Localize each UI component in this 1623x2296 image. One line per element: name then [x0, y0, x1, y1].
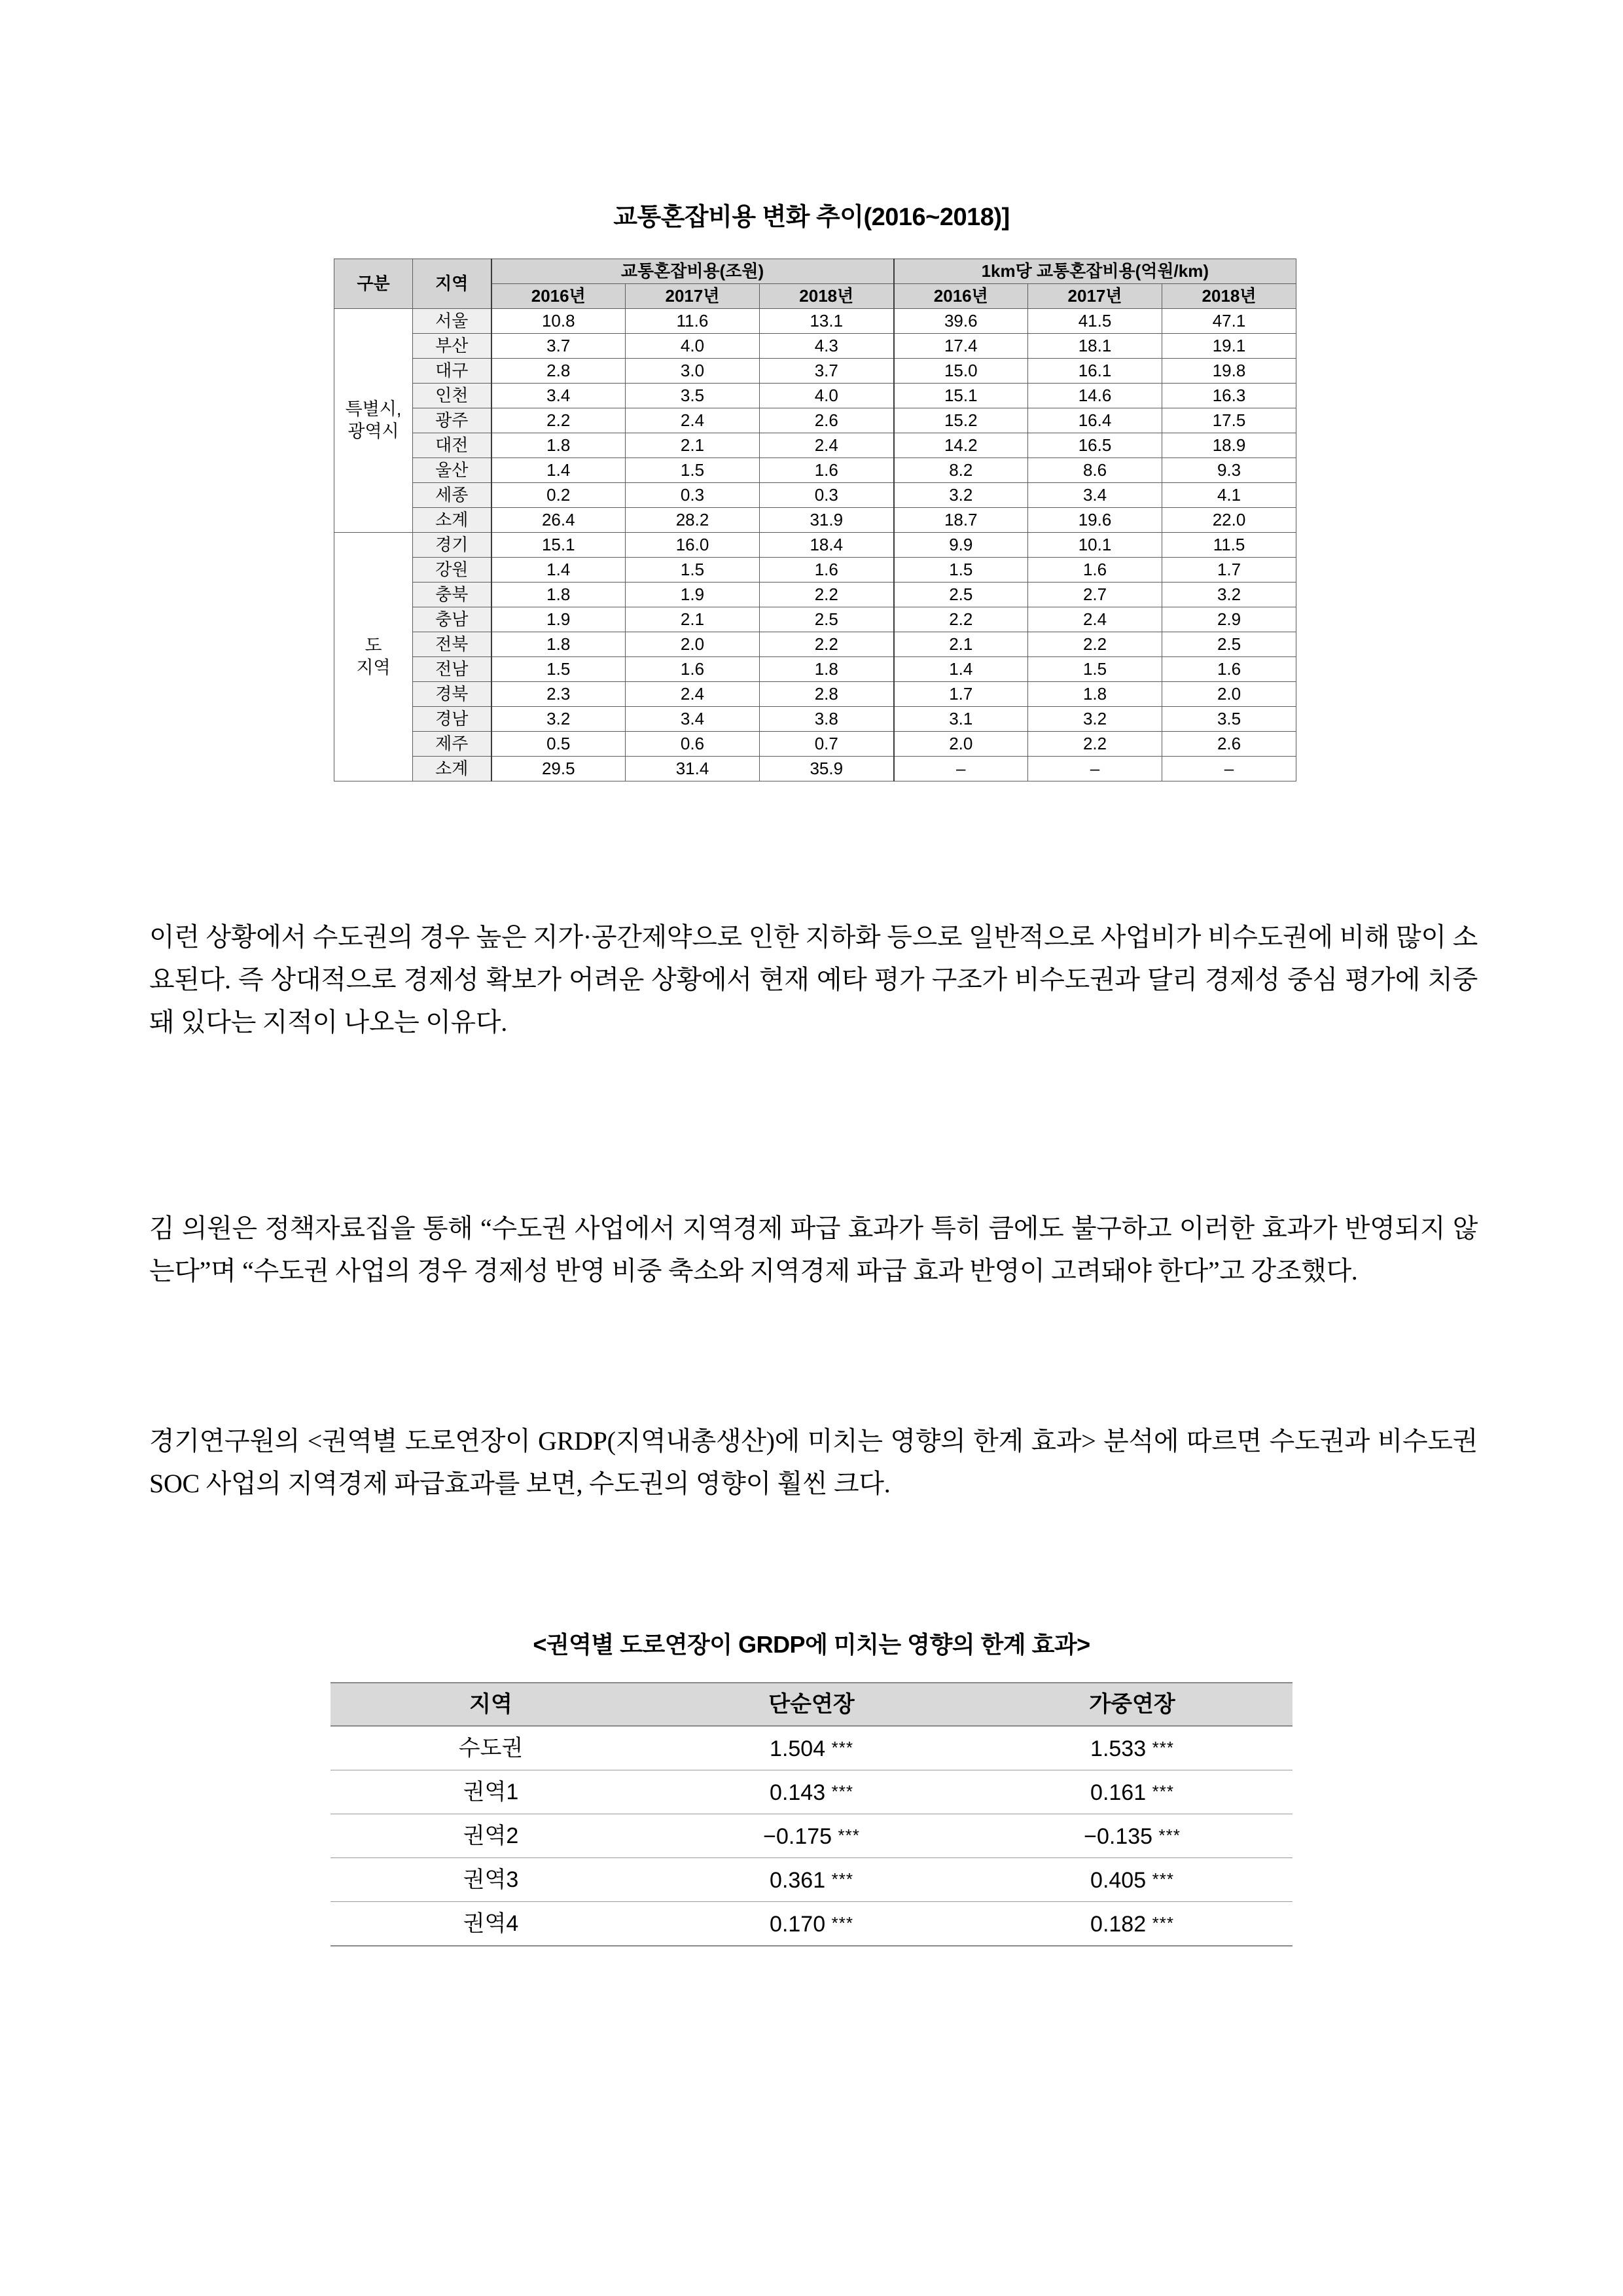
- cell: 8.6: [1028, 458, 1162, 483]
- cell: 1.8: [1028, 682, 1162, 707]
- table-row: [334, 533, 1296, 558]
- significance-marker: ***: [831, 1913, 853, 1933]
- table2-region-area2: 권역2: [330, 1814, 651, 1858]
- cell: 2.6: [760, 408, 894, 433]
- table2-header-weighted: 가중연장: [972, 1683, 1293, 1726]
- cell: 4.0: [760, 384, 894, 408]
- cell: 14.6: [1028, 384, 1162, 408]
- cell: 8.2: [894, 458, 1028, 483]
- cell: 3.7: [491, 334, 626, 359]
- cell: 2.0: [1162, 682, 1296, 707]
- value: 0.405: [1090, 1868, 1147, 1893]
- cell: 2.4: [626, 408, 760, 433]
- cell: 35.9: [760, 757, 894, 781]
- table-row: [334, 359, 1296, 384]
- cell: 11.5: [1162, 533, 1296, 558]
- table-row: [330, 1770, 1293, 1814]
- table1-region-incheon: 인천: [413, 384, 491, 408]
- cell: 1.6: [1162, 657, 1296, 682]
- cell: –: [1162, 757, 1296, 781]
- table-row: [334, 583, 1296, 607]
- cell: [972, 1902, 1293, 1946]
- table1-subtotal-province: [334, 757, 1296, 781]
- cell: [651, 1726, 972, 1770]
- value: 0.182: [1090, 1912, 1147, 1937]
- cell: 1.7: [1162, 558, 1296, 583]
- table-row: [330, 1902, 1293, 1946]
- cell: 2.2: [491, 408, 626, 433]
- significance-marker: ***: [1152, 1738, 1174, 1757]
- cell: 11.6: [626, 309, 760, 334]
- cell: 2.2: [760, 632, 894, 657]
- table1-region-jeju: 제주: [413, 732, 491, 757]
- cell: [972, 1726, 1293, 1770]
- cell: 2.4: [760, 433, 894, 458]
- significance-marker: ***: [1152, 1782, 1174, 1801]
- cell: 3.8: [760, 707, 894, 732]
- cell: 0.3: [626, 483, 760, 508]
- table1-header-group-cost: 교통혼잡비용(조원): [491, 259, 894, 284]
- table-row: [334, 607, 1296, 632]
- cell: 1.8: [491, 632, 626, 657]
- significance-marker: ***: [838, 1825, 860, 1845]
- cell: 18.7: [894, 508, 1028, 533]
- cell: 2.2: [1028, 632, 1162, 657]
- value: 0.170: [770, 1912, 826, 1937]
- table-row: [334, 309, 1296, 334]
- table2-region-sudogwon: 수도권: [330, 1726, 651, 1770]
- value: 0.143: [770, 1780, 826, 1805]
- cell: 1.5: [626, 458, 760, 483]
- cell: 3.4: [626, 707, 760, 732]
- cell: 2.1: [626, 607, 760, 632]
- table1-header-region: 지역: [413, 259, 491, 309]
- cell: 1.5: [1028, 657, 1162, 682]
- cell: 9.9: [894, 533, 1028, 558]
- table-row: [334, 433, 1296, 458]
- cell: 17.4: [894, 334, 1028, 359]
- value: 1.533: [1090, 1736, 1147, 1761]
- table1-region-chungbuk: 충북: [413, 583, 491, 607]
- cell: 2.8: [491, 359, 626, 384]
- cell: 3.5: [1162, 707, 1296, 732]
- cell: 2.4: [626, 682, 760, 707]
- table1-region-sejong: 세종: [413, 483, 491, 508]
- grdp-marginal-effect-table: [330, 1682, 1293, 1946]
- body-paragraph-2: 김 의원은 정책자료집을 통해 “수도권 사업에서 지역경제 파급 효과가 특히 큼에도 불구하고 이러한 효과가 반영되지 않는다”며 “수도권 사업의 경우 경제성 반영 비중 축소와 지역경제 파급 효과 반영이 고려돼야 한다”고 강조했다.: [149, 1213, 1478, 1285]
- value: −0.175: [763, 1824, 832, 1849]
- value: 0.361: [770, 1868, 826, 1893]
- cell: 26.4: [491, 508, 626, 533]
- cell: 0.3: [760, 483, 894, 508]
- table1-header-row-1: [334, 259, 1296, 284]
- table2-header-region: 지역: [330, 1683, 651, 1726]
- table-row: [334, 657, 1296, 682]
- significance-marker: ***: [1152, 1913, 1174, 1933]
- cell: 2.8: [760, 682, 894, 707]
- cell: [972, 1814, 1293, 1858]
- cell: 15.1: [491, 533, 626, 558]
- cell: 1.6: [626, 657, 760, 682]
- cell: 3.0: [626, 359, 760, 384]
- table1-region-chungnam: 충남: [413, 607, 491, 632]
- cell: 3.1: [894, 707, 1028, 732]
- cell: 18.4: [760, 533, 894, 558]
- cell: [651, 1814, 972, 1858]
- table1-header-year-2016-b: 2016년: [894, 284, 1028, 309]
- cell: 2.2: [760, 583, 894, 607]
- cell: 2.5: [1162, 632, 1296, 657]
- traffic-congestion-cost-table: [334, 259, 1296, 781]
- cell: 22.0: [1162, 508, 1296, 533]
- table1-subtotal-metropolitan: [334, 508, 1296, 533]
- table-row: [334, 682, 1296, 707]
- cell: 10.1: [1028, 533, 1162, 558]
- cell: 17.5: [1162, 408, 1296, 433]
- table-row: [334, 458, 1296, 483]
- cell: 16.5: [1028, 433, 1162, 458]
- cell: 2.6: [1162, 732, 1296, 757]
- table2-region-area1: 권역1: [330, 1770, 651, 1814]
- cell: 3.2: [894, 483, 1028, 508]
- cell: 1.4: [894, 657, 1028, 682]
- table1-region-gyeongnam: 경남: [413, 707, 491, 732]
- table1-header-year-2018-b: 2018년: [1162, 284, 1296, 309]
- significance-marker: ***: [831, 1782, 853, 1801]
- cell: 3.2: [1162, 583, 1296, 607]
- cell: 3.4: [491, 384, 626, 408]
- cell: 3.4: [1028, 483, 1162, 508]
- table1-region-gangwon: 강원: [413, 558, 491, 583]
- cell: 41.5: [1028, 309, 1162, 334]
- table1-region-gyeongbuk: 경북: [413, 682, 491, 707]
- table-row: [334, 632, 1296, 657]
- table1-group-label-metropolitan: 특별시, 광역시: [334, 309, 413, 533]
- cell: 14.2: [894, 433, 1028, 458]
- table1-header-year-2016-a: 2016년: [491, 284, 626, 309]
- cell: 16.3: [1162, 384, 1296, 408]
- table1-region-jeonbuk: 전북: [413, 632, 491, 657]
- table-row: [330, 1726, 1293, 1770]
- table2-container: [330, 1682, 1293, 1946]
- cell: 3.2: [491, 707, 626, 732]
- cell: 19.1: [1162, 334, 1296, 359]
- value: 0.161: [1090, 1780, 1147, 1805]
- table-row: [330, 1814, 1293, 1858]
- cell: 18.1: [1028, 334, 1162, 359]
- cell: 1.9: [491, 607, 626, 632]
- table1-header-group-cost-per-km: 1km당 교통혼잡비용(억원/km): [894, 259, 1296, 284]
- table-row: [334, 558, 1296, 583]
- cell: 1.8: [491, 433, 626, 458]
- cell: 31.4: [626, 757, 760, 781]
- cell: 15.1: [894, 384, 1028, 408]
- cell: 3.7: [760, 359, 894, 384]
- cell: 1.9: [626, 583, 760, 607]
- table1-region-daegu: 대구: [413, 359, 491, 384]
- cell: 2.5: [894, 583, 1028, 607]
- cell: 2.2: [1028, 732, 1162, 757]
- table1-region-jeonnam: 전남: [413, 657, 491, 682]
- cell: 2.0: [894, 732, 1028, 757]
- cell: 29.5: [491, 757, 626, 781]
- cell: 1.6: [1028, 558, 1162, 583]
- table-row: [334, 732, 1296, 757]
- cell: 3.2: [1028, 707, 1162, 732]
- cell: 19.6: [1028, 508, 1162, 533]
- table1-header-year-2018-a: 2018년: [760, 284, 894, 309]
- cell: [651, 1902, 972, 1946]
- cell: 1.6: [760, 558, 894, 583]
- table1-region-seoul: 서울: [413, 309, 491, 334]
- table1-container: [334, 259, 1296, 781]
- cell: 2.1: [894, 632, 1028, 657]
- cell: 4.1: [1162, 483, 1296, 508]
- cell: 15.0: [894, 359, 1028, 384]
- cell: 2.1: [626, 433, 760, 458]
- table1-subtotal-label: 소계: [413, 757, 491, 781]
- table2-header-simple: 단순연장: [651, 1683, 972, 1726]
- table1-region-daejeon: 대전: [413, 433, 491, 458]
- table2-header-row: [330, 1683, 1293, 1726]
- cell: 0.5: [491, 732, 626, 757]
- cell: 28.2: [626, 508, 760, 533]
- cell: 9.3: [1162, 458, 1296, 483]
- cell: 1.8: [760, 657, 894, 682]
- table2-region-area3: 권역3: [330, 1858, 651, 1902]
- cell: 1.4: [491, 558, 626, 583]
- cell: 4.3: [760, 334, 894, 359]
- cell: [651, 1858, 972, 1902]
- body-paragraph-3: 경기연구원의 <권역별 도로연장이 GRDP(지역내총생산)에 미치는 영향의 한계 효과> 분석에 따르면 수도권과 비수도권 SOC 사업의 지역경제 파급효과를 보면, 수도권의 영향이 훨씬 크다.: [149, 1426, 1478, 1498]
- table-row: [334, 334, 1296, 359]
- cell: 47.1: [1162, 309, 1296, 334]
- cell: [651, 1770, 972, 1814]
- value: 1.504: [770, 1736, 826, 1761]
- cell: 1.8: [491, 583, 626, 607]
- table-row: [334, 408, 1296, 433]
- table2-title: <권역별 도로연장이 GRDP에 미치는 영향의 한계 효과>: [533, 1631, 1090, 1658]
- cell: 1.4: [491, 458, 626, 483]
- significance-marker: ***: [1158, 1825, 1181, 1845]
- cell: 39.6: [894, 309, 1028, 334]
- cell: 19.8: [1162, 359, 1296, 384]
- cell: [972, 1858, 1293, 1902]
- cell: 3.5: [626, 384, 760, 408]
- table1-region-ulsan: 울산: [413, 458, 491, 483]
- table1-title: 교통혼잡비용 변화 추이(2016~2018)]: [613, 204, 1010, 231]
- cell: 2.9: [1162, 607, 1296, 632]
- cell: 16.4: [1028, 408, 1162, 433]
- table1-header-year-2017-b: 2017년: [1028, 284, 1162, 309]
- table1-header-gubun: 구분: [334, 259, 413, 309]
- cell: 4.0: [626, 334, 760, 359]
- cell: 2.7: [1028, 583, 1162, 607]
- cell: 16.1: [1028, 359, 1162, 384]
- cell: 31.9: [760, 508, 894, 533]
- table1-group-label-province: 도 지역: [334, 533, 413, 781]
- table1-subtotal-label: 소계: [413, 508, 491, 533]
- table1-region-gyeonggi: 경기: [413, 533, 491, 558]
- significance-marker: ***: [831, 1869, 853, 1889]
- cell: 18.9: [1162, 433, 1296, 458]
- cell: 1.5: [894, 558, 1028, 583]
- table-row: [330, 1858, 1293, 1902]
- significance-marker: ***: [831, 1738, 853, 1757]
- value: −0.135: [1084, 1824, 1153, 1849]
- cell: 0.7: [760, 732, 894, 757]
- cell: 10.8: [491, 309, 626, 334]
- cell: 1.6: [760, 458, 894, 483]
- cell: 0.2: [491, 483, 626, 508]
- cell: 15.2: [894, 408, 1028, 433]
- significance-marker: ***: [1152, 1869, 1174, 1889]
- cell: 1.5: [626, 558, 760, 583]
- cell: 2.3: [491, 682, 626, 707]
- table-row: [334, 707, 1296, 732]
- table1-region-busan: 부산: [413, 334, 491, 359]
- cell: 1.5: [491, 657, 626, 682]
- cell: 16.0: [626, 533, 760, 558]
- table2-region-area4: 권역4: [330, 1902, 651, 1946]
- table1-region-gwangju: 광주: [413, 408, 491, 433]
- table1-header-year-2017-a: 2017년: [626, 284, 760, 309]
- body-paragraph-1: 이런 상황에서 수도권의 경우 높은 지가·공간제약으로 인한 지하화 등으로 일반적으로 사업비가 비수도권에 비해 많이 소요된다. 즉 상대적으로 경제성 확보가 어려운 상황에서 현재 예타 평가 구조가 비수도권과 달리 경제성 중심 평가에 치중돼 있다는 지적이 나오는 이유다.: [149, 922, 1478, 1037]
- cell: 0.6: [626, 732, 760, 757]
- cell: 13.1: [760, 309, 894, 334]
- cell: 2.2: [894, 607, 1028, 632]
- cell: –: [1028, 757, 1162, 781]
- cell: –: [894, 757, 1028, 781]
- table-row: [334, 384, 1296, 408]
- cell: 2.0: [626, 632, 760, 657]
- cell: 1.7: [894, 682, 1028, 707]
- table-row: [334, 483, 1296, 508]
- cell: 2.4: [1028, 607, 1162, 632]
- cell: [972, 1770, 1293, 1814]
- cell: 2.5: [760, 607, 894, 632]
